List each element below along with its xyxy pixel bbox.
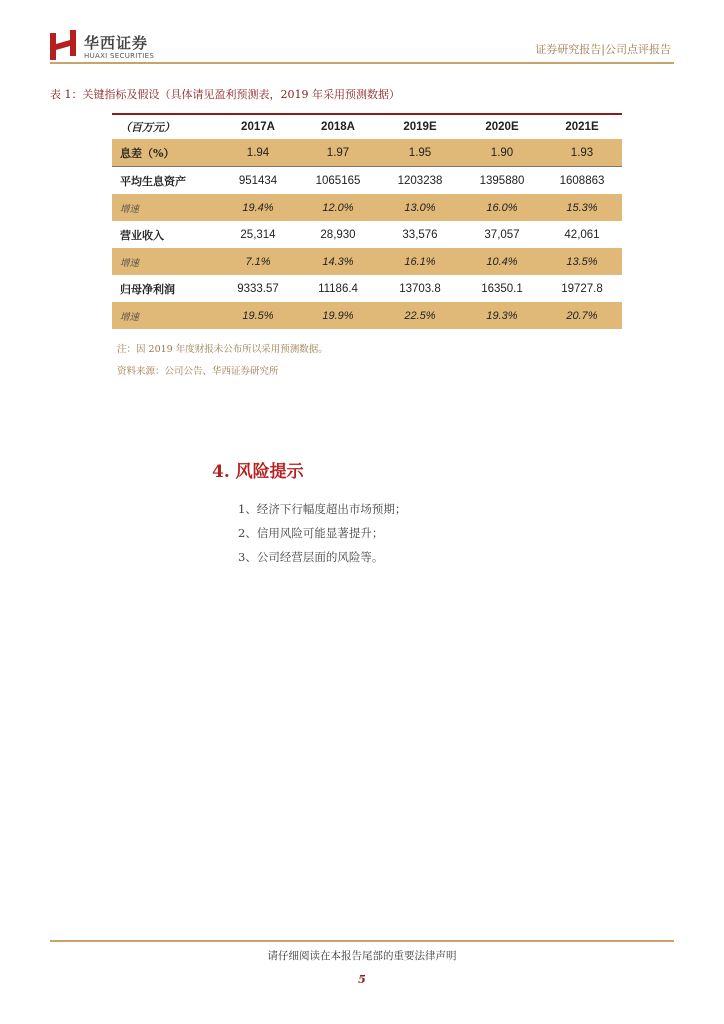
table-cell: 19.3% <box>462 302 542 329</box>
legal-disclaimer: 请仔细阅读在本报告尾部的重要法律声明 <box>267 950 457 962</box>
table-cell: 1065165 <box>298 167 378 195</box>
table-row-avg-assets <box>112 167 622 195</box>
risk-item: 3、公司经营层面的风险等。 <box>238 550 384 564</box>
table-cell: 11186.4 <box>318 282 358 295</box>
column-header: 2021E <box>542 114 622 139</box>
table-cell: 12.0% <box>298 194 378 221</box>
table-cell: 25,314 <box>240 228 276 241</box>
key-metrics-table <box>112 113 622 329</box>
table-cell: 1.93 <box>542 139 622 167</box>
table-cell: 7.1% <box>218 248 298 275</box>
table-row-interest-margin <box>112 139 622 167</box>
risk-item: 2、信用风险可能显著提升； <box>238 526 384 540</box>
table-cell: 37,057 <box>484 228 520 241</box>
row-label: 息差（%） <box>112 139 218 167</box>
row-label: 营业收入 <box>120 228 164 242</box>
footer-divider <box>50 940 674 942</box>
table-row-net-profit <box>112 275 622 302</box>
row-label: 平均生息资产 <box>112 167 218 195</box>
header-divider <box>50 62 674 64</box>
table-row-growth <box>112 194 622 221</box>
row-label: 增速 <box>112 248 218 275</box>
table-cell: 19727.8 <box>561 282 603 295</box>
row-label: 增速 <box>112 194 218 221</box>
risk-section-title: 4. 风险提示 <box>212 462 304 482</box>
column-header: 2020E <box>462 114 542 139</box>
row-label: 归母净利润 <box>120 282 175 296</box>
table-source: 资料来源：公司公告、华西证券研究所 <box>117 366 279 377</box>
page-number: 5 <box>358 973 366 986</box>
column-header: 2018A <box>298 114 378 139</box>
table-header-row <box>112 114 622 139</box>
table-cell: 42,061 <box>564 228 600 241</box>
column-header: 2019E <box>378 114 462 139</box>
table-cell: 13.0% <box>378 194 462 221</box>
page-header <box>0 0 724 66</box>
report-type-label: 证券研究报告|公司点评报告 <box>535 43 671 56</box>
table-row-growth <box>112 302 622 329</box>
table-cell: 16350.1 <box>481 282 523 295</box>
table-cell: 1395880 <box>462 167 542 195</box>
row-label: 增速 <box>112 302 218 329</box>
table-cell: 19.5% <box>218 302 298 329</box>
table-cell: 14.3% <box>298 248 378 275</box>
table-note: 注：因 2019 年度财报未公布所以采用预测数据。 <box>117 344 328 355</box>
table-cell: 16.1% <box>378 248 462 275</box>
company-logo <box>50 30 210 64</box>
table-cell: 1203238 <box>378 167 462 195</box>
risk-item: 1、经济下行幅度超出市场预期； <box>238 502 407 516</box>
table-cell: 10.4% <box>462 248 542 275</box>
table-cell: 1.97 <box>298 139 378 167</box>
table-cell: 19.4% <box>218 194 298 221</box>
column-header: 2017A <box>218 114 298 139</box>
table-cell: 13.5% <box>542 248 622 275</box>
table-cell: 9333.57 <box>237 282 279 295</box>
table-cell: 28,930 <box>320 228 356 241</box>
table-cell: 33,576 <box>402 228 438 241</box>
table-cell: 20.7% <box>542 302 622 329</box>
table-cell: 13703.8 <box>399 282 441 295</box>
table-cell: 1.94 <box>218 139 298 167</box>
table-cell: 19.9% <box>298 302 378 329</box>
logo-chinese-text: 华西证券 <box>84 34 149 52</box>
table-caption: 表 1：关键指标及假设（具体请见盈利预测表，2019 年采用预测数据） <box>50 88 400 101</box>
unit-label: （百万元） <box>112 114 218 139</box>
table-cell: 1.90 <box>462 139 542 167</box>
logo-english-text: HUAXI SECURITIES <box>84 52 155 60</box>
table-row-growth <box>112 248 622 275</box>
table-cell: 1.95 <box>378 139 462 167</box>
table-cell: 1608863 <box>542 167 622 195</box>
table-cell: 951434 <box>218 167 298 195</box>
huaxi-logo-icon <box>50 30 76 60</box>
table-row-revenue <box>112 221 622 248</box>
table-cell: 22.5% <box>378 302 462 329</box>
table-cell: 16.0% <box>462 194 542 221</box>
table-cell: 15.3% <box>542 194 622 221</box>
